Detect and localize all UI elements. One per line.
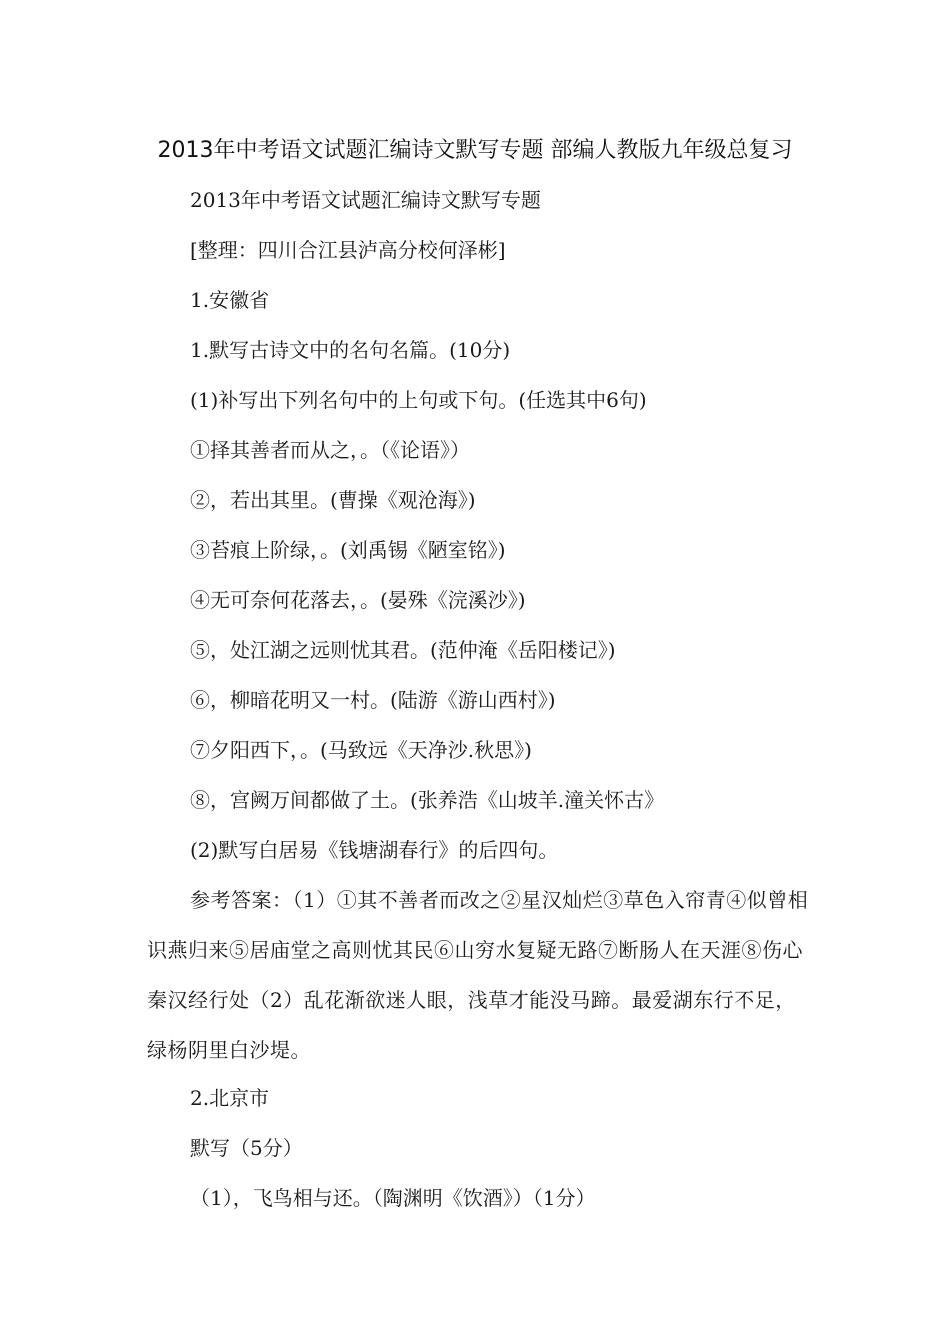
subtitle-line: 2013年中考语文试题汇编诗文默写专题 <box>190 188 541 212</box>
answer-paragraph: 参考答案：（1）①其不善者而改之②星汉灿烂③草色入帘青④似曾相识燕归来⑤居庙堂之高则忧其民⑥山穷水复疑无路⑦断肠人在天涯⑧伤心秦汉经行处（2）乱花渐欲迷人眼，浅草才能没马蹄。最爱湖东行不足，绿杨阴里白沙堤。 <box>147 888 809 1062</box>
question-line: 1.默写古诗文中的名句名篇。(10分) <box>190 338 511 362</box>
item-line: （1），飞鸟相与还。（陶渊明《饮酒》）（1分） <box>190 1186 596 1210</box>
section-heading-anhui: 1.安徽省 <box>190 288 270 312</box>
document-title: 2013年中考语文试题汇编诗文默写专题 部编人教版九年级总复习 <box>157 138 793 163</box>
question-line: 默写（5分） <box>190 1136 303 1160</box>
item-line: ②，若出其里。(曹操《观沧海》) <box>190 488 476 512</box>
subquestion-line: (2)默写白居易《钱塘湖春行》的后四句。 <box>190 838 559 862</box>
item-line: ⑤，处江湖之远则忧其君。(范仲淹《岳阳楼记》) <box>190 638 616 662</box>
item-line: ⑧，宫阙万间都做了土。(张养浩《山坡羊.潼关怀古》 <box>190 788 665 812</box>
item-line: ①择其善者而从之，。（《论语》） <box>190 438 470 462</box>
item-line: ⑥，柳暗花明又一村。(陆游《游山西村》) <box>190 688 556 712</box>
section-heading-beijing: 2.北京市 <box>190 1086 270 1110</box>
item-line: ④无可奈何花落去，。(晏殊《浣溪沙》) <box>190 588 526 612</box>
subquestion-line: (1)补写出下列名句中的上句或下句。(任选其中6句) <box>190 388 647 412</box>
compiler-line: [整理：四川合江县泸高分校何泽彬] <box>190 238 506 262</box>
item-line: ⑦夕阳西下，。(马致远《天净沙.秋思》) <box>190 738 532 762</box>
item-line: ③苔痕上阶绿，。(刘禹锡《陋室铭》) <box>190 538 506 562</box>
